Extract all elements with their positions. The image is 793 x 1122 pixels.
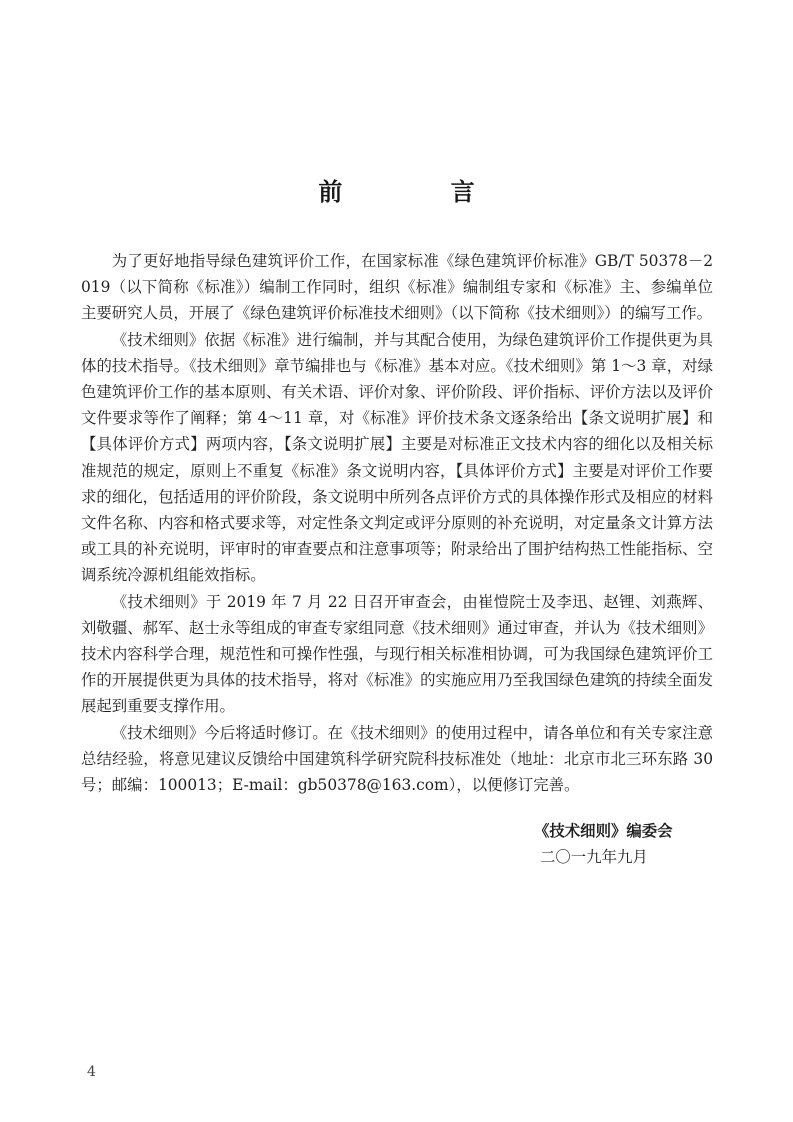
signature-organization: 《技术细则》编委会 [534, 822, 673, 840]
page-number: 4 [87, 1064, 96, 1080]
paragraph-1: 为了更好地指导绿色建筑评价工作，在国家标准《绿色建筑评价标准》GB/T 50378－2019（以下简称《标准》）编制工作同时，组织《标准》编制组专家和《标准》主、参编单位主要研究人员，开展了《绿色建筑评价标准技术细则》（以下简称《技术细则》）的编写工作。 [81, 252, 713, 323]
signature-date: 二〇一九年九月 [540, 848, 648, 866]
body-text [81, 248, 713, 798]
signature-block [534, 818, 673, 870]
paragraph-2: 《技术细则》依据《标准》进行编制，并与其配合使用，为绿色建筑评价工作提供更为具体的技术指导。《技术细则》章节编排也与《标准》基本对应。《技术细则》第 1～3 章，对绿色建筑评价工作的基本原则、有关术语、评价对象、评价阶段、评价指标、评价方法以及评价文件要求等作了阐释；第 4～11 章，对《标准》评价技术条文逐条给出【条文说明扩展】和【具体评价方式】两项内容，【条文说明扩展】主要是对标准正文技术内容的细化以及相关标准规范的规定，原则上不重复《标准》条文说明内容，【具体评价方式】主要是对评价工作要求的细化，包括适用的评价阶段，条文说明中所列各点评价方式的具体操作形式及相应的材料文件名称、内容和格式要求等，对定性条文判定或评分原则的补充说明，对定量条文计算方法或工具的补充说明，评审时的审查要点和注意事项等；附录给出了围护结构热工性能指标、空调系统冷源机组能效指标。 [81, 330, 713, 585]
page-title: 前 言 [318, 178, 525, 206]
paragraph-4: 《技术细则》今后将适时修订。在《技术细则》的使用过程中，请各单位和有关专家注意总结经验，将意见建议反馈给中国建筑科学研究院科技标准处（地址：北京市北三环东路 30 号；邮编：100013；E-mail：gb50378@163.com），以便修订完善。 [81, 723, 713, 795]
paragraph-3: 《技术细则》于 2019 年 7 月 22 日召开审查会，由崔愷院士及李迅、赵锂、刘燕辉、刘敬疆、郝军、赵士永等组成的审查专家组同意《技术细则》通过审查，并认为《技术细则》技术内容科学合理，规范性和可操作性强，与现行相关标准相协调，可为我国绿色建筑评价工作的开展提供更为具体的技术指导，将对《标准》的实施应用乃至我国绿色建筑的持续全面发展起到重要支撑作用。 [81, 592, 713, 716]
